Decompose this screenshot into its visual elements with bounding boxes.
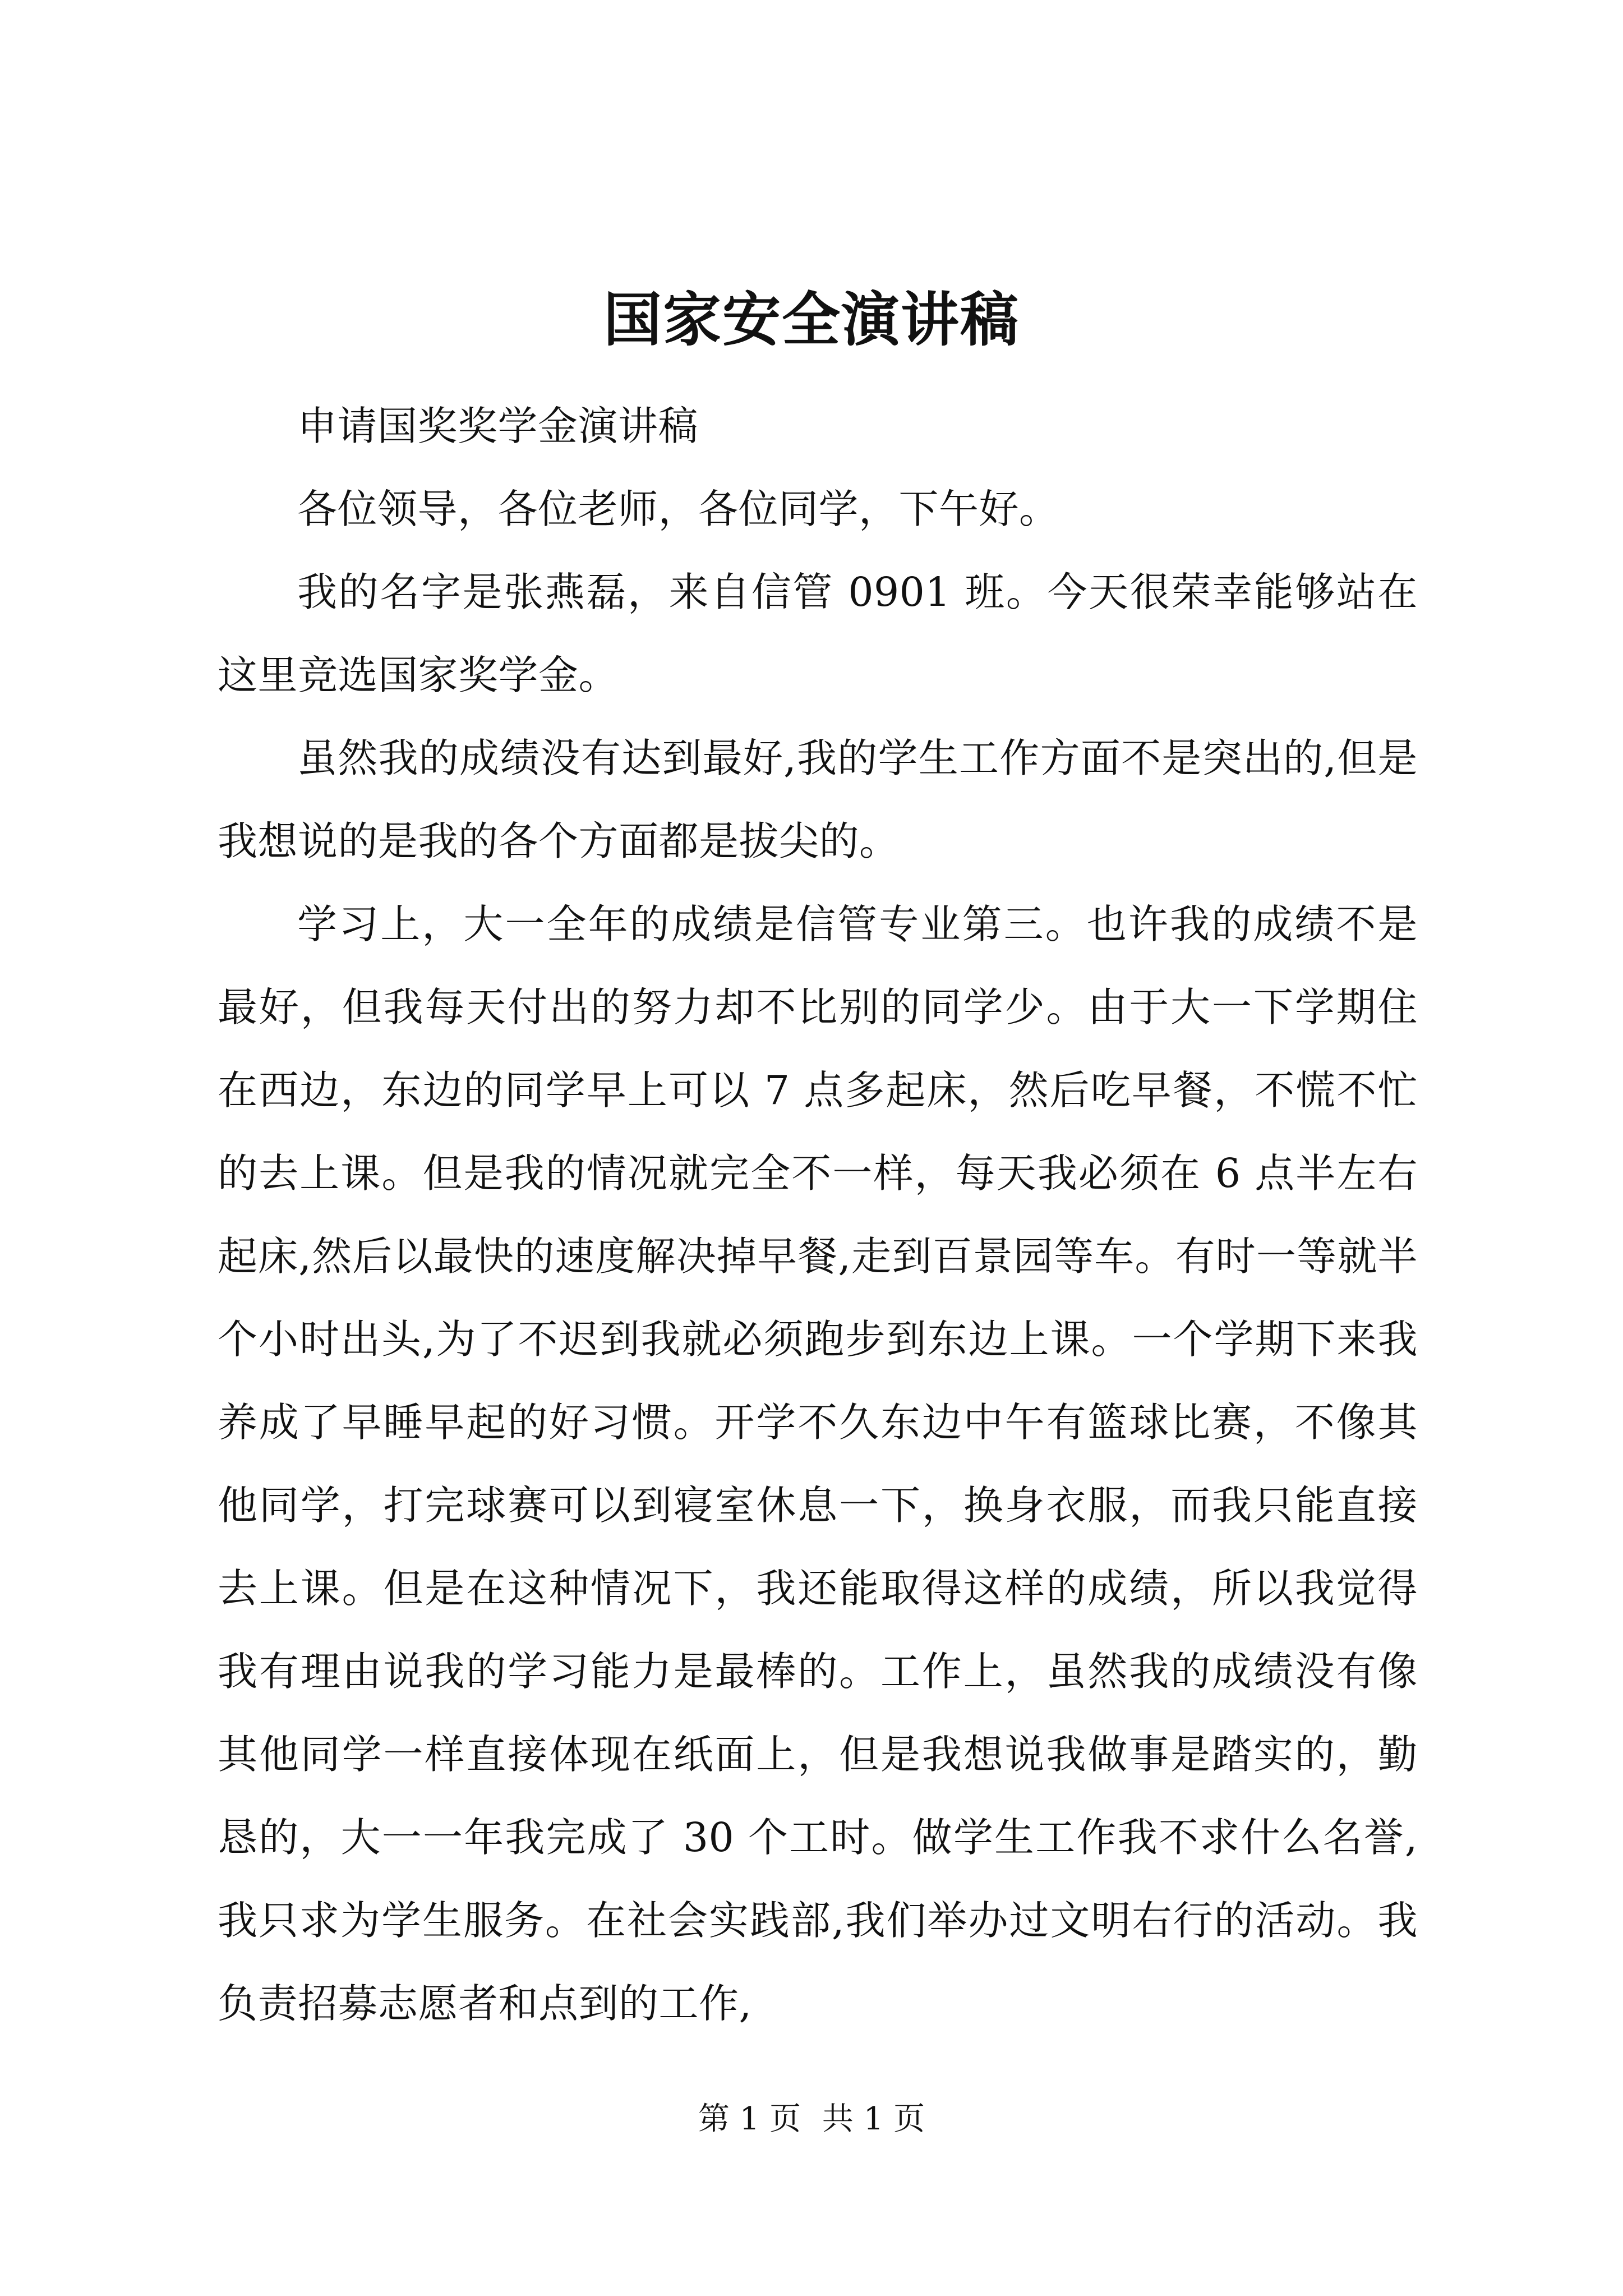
paragraph-study-and-work: 学习上，大一全年的成绩是信管专业第三。也许我的成绩不是最好，但我每天付出的努力却不比别的同学少。由于大一下学期住在西边，东边的同学早上可以 7 点多起床，然后吃早餐，不慌不忙的去上课。但是我的情况就完全不一样，每天我必须在 6 点半左右起床,然后以最快的速度解决掉早餐,走到百景园等车。有时一等就半个小时出头,为了不迟到我就必须跑步到东边上课。一个学期下来我养成了早睡早起的好习惯。开学不久东边中午有篮球比赛，不像其他同学，打完球赛可以到寝室休息一下，换身衣服，而我只能直接去上课。但是在这种情况下，我还能取得这样的成绩，所以我觉得我有理由说我的学习能力是最棒的。工作上，虽然我的成绩没有像其他同学一样直接体现在纸面上，但是我想说我做事是踏实的，勤恳的，大一一年我完成了 30 个工时。做学生工作我不求什么名誉,我只求为学生服务。在社会实践部,我们举办过文明右行的活动。我负责招募志愿者和点到的工作, bbox=[218, 901, 1418, 2027]
paragraph-introduction: 我的名字是张燕磊，来自信管 0901 班。今天很荣幸能够站在这里竞选国家奖学金。 bbox=[218, 569, 1418, 698]
paragraph-overview: 虽然我的成绩没有达到最好,我的学生工作方面不是突出的,但是我想说的是我的各个方面都是拔尖的。 bbox=[218, 735, 1418, 864]
paragraph-subtitle: 申请国奖奖学金演讲稿 bbox=[297, 403, 699, 449]
paragraph-greeting: 各位领导，各位老师，各位同学，下午好。 bbox=[297, 486, 1059, 532]
document-title: 国家安全演讲稿 bbox=[603, 285, 1020, 354]
page-footer bbox=[0, 2097, 1623, 2142]
document-body bbox=[218, 385, 1418, 2045]
page-total: 共 1 页 bbox=[822, 2101, 925, 2137]
page-number: 第 1 页 bbox=[698, 2101, 801, 2137]
